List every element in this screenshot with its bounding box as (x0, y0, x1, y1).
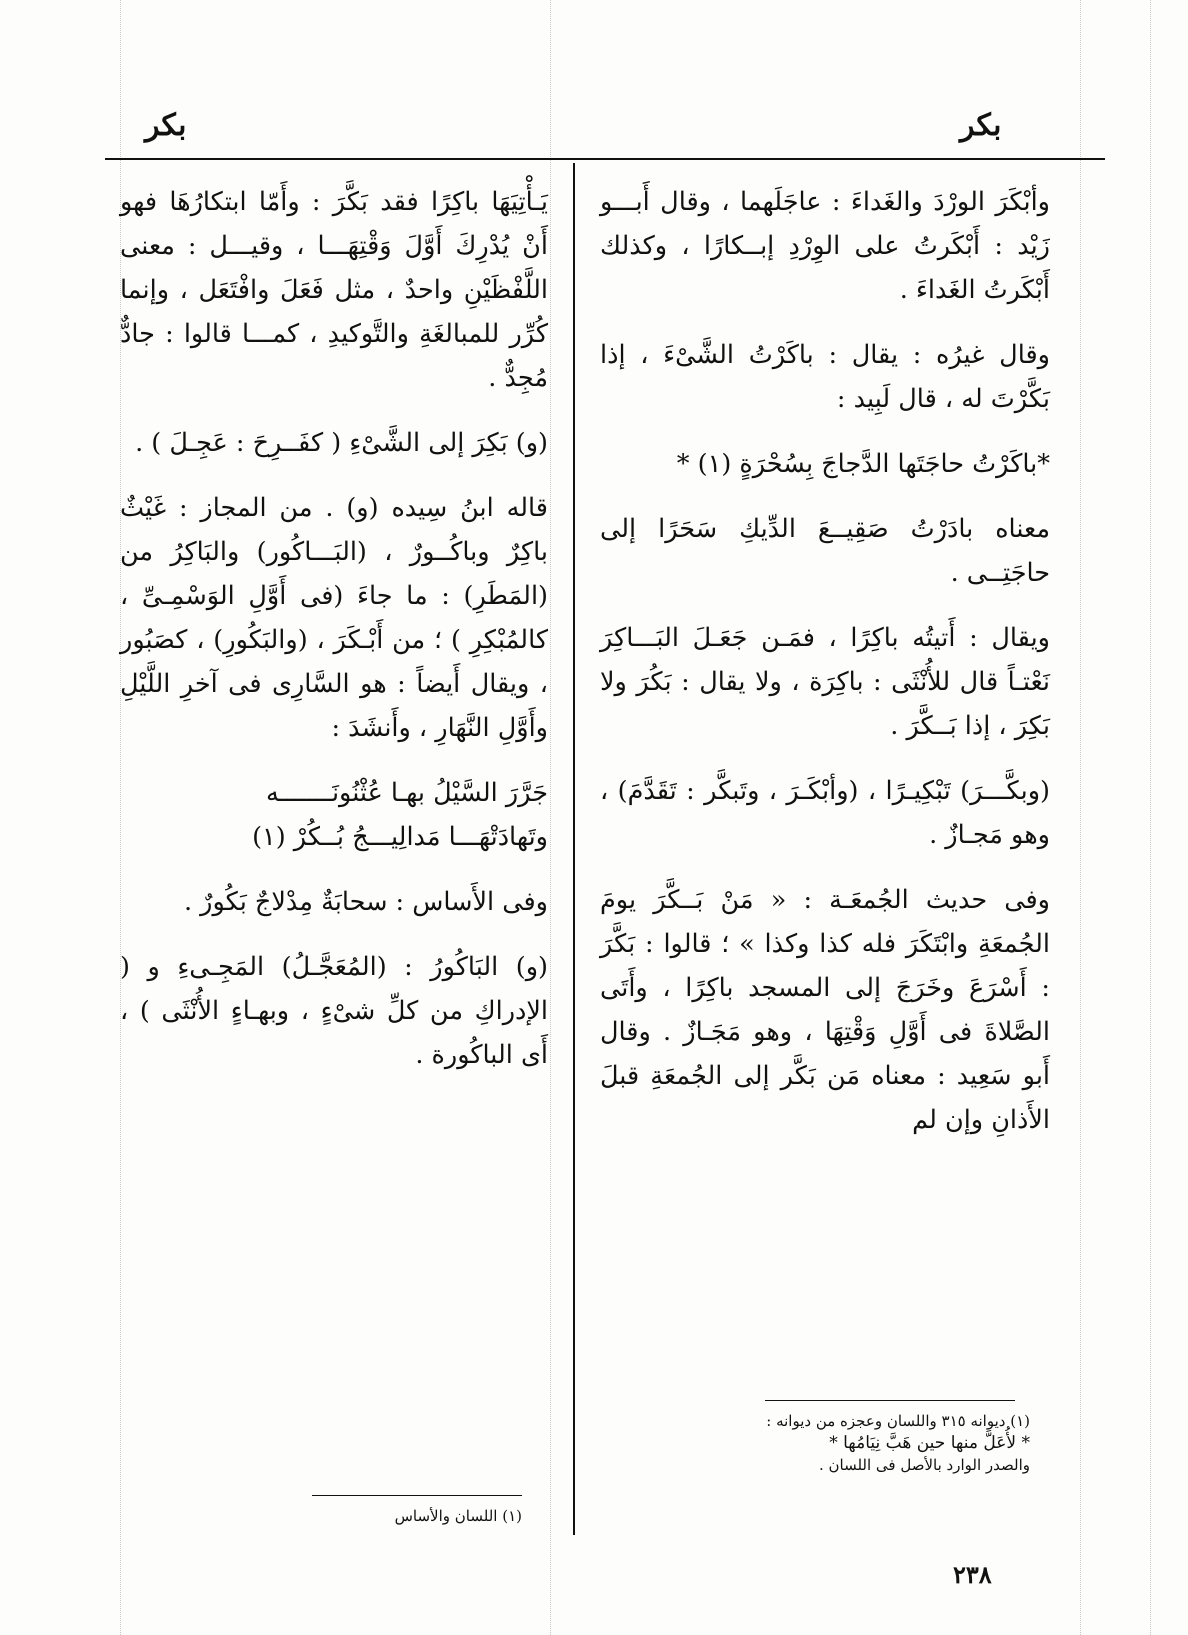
paragraph: (و) بَكِرَ إلى الشَّىْءِ ( كفَــرِحَ : عَجِـلَ ) . (135, 428, 548, 458)
paragraph: (وبكَّـــرَ) تَبْكِيـرًا ، (وأبْكَـرَ ، وتَبكَّر : تَقَدَّمَ) ، وهو مَجـازٌ . (600, 776, 1050, 850)
footnote-rule (312, 1495, 522, 1496)
footnote-verse: * لأُعَلَّ منها حين هَبَّ نِيَامُها * (829, 1433, 1030, 1453)
running-head-right: بكر (960, 108, 1002, 143)
verse-line: وتَهادَتْهَـــا مَدالِيـــجُ بُــكُرْ (١) (252, 822, 548, 852)
scan-guide-line (1080, 0, 1081, 1635)
column-divider (573, 163, 575, 1535)
paragraph: وأبْكَرَ الورْدَ والغَداءَ : عاجَلَهما ، وقال أَبـــو زَيْد : أَبْكَرتُ على الوِرْدِ إبــكارًا ، وكذلك أَبْكَرتُ الغَداءَ . (600, 187, 1050, 305)
scan-guide-line (550, 0, 551, 1635)
verse-quote: *باكَرْتُ حاجَتَها الدَّجاجَ بِسُحْرَةٍ (١) * (676, 449, 1050, 479)
header-rule (105, 158, 1105, 160)
paragraph: يَـأْتِيَهَا باكِرًا فقد بَكَّرَ : وأَمّا ابتكارُهَا فهو أَنْ يُدْرِكَ أَوَّلَ وَقْتِهَـــا ، وقيـــل : معنى اللَّفْظَيْنِ واحدٌ ، مثل فَعَلَ وافْتَعَل ، وإنما كُرِّر للمبالغَةِ والتَّوكيدِ ، كمـــا قالوا : جادٌّ مُجِدٌّ . (120, 187, 548, 393)
paragraph: وفى الأَساس : سحابَةٌ مِدْلاجٌ بَكُورٌ . (183, 887, 548, 917)
paragraph: (و) البَاكُورُ : (المُعَجَّـلُ) المَجِـىءِ و ( الإدراكِ من كلِّ شىْءٍ ، وبهـاءٍ الأُنْثَى ) ، أَى الباكُورة . (120, 952, 548, 1070)
verse-line: جَرَّرَ السَّيْلُ بهـا عُثْنُونَـــــــه (265, 778, 548, 808)
paragraph: ويقال : أَتيتُه باكِرًا ، فمَـن جَعَـلَ البَـــاكِرَ نَعْتـاً قال للأُنْثَى : باكِرَة ، ولا يقال : بَكُرَ ولا بَكِرَ ، إذا بَــكَّرَ . (600, 623, 1050, 741)
paragraph: وقال غيرُه : يقال : باكَرْتُ الشَّىْءَ ، إذا بَكَّرْتَ له ، قال لَبِيد : (600, 340, 1050, 414)
page-number: ٢٣٨ (953, 1560, 992, 1589)
right-column (600, 180, 1050, 1163)
footnote-right (700, 1410, 1030, 1476)
footnote-text: (١) اللسان والأساس (394, 1507, 522, 1525)
footnote-text: (١) ديوانه ٣١٥ واللسان وعجزه من ديوانه : (766, 1412, 1030, 1430)
footnote-rule (765, 1400, 1015, 1401)
scan-guide-line (1150, 0, 1151, 1635)
footnote-left (312, 1505, 522, 1527)
paragraph: معناه بادَرْتُ صَقِيــعَ الدِّيكِ سَحَرًا إلى حاجَتِــى . (600, 514, 1050, 588)
footnote-text: والصدر الوارد بالأصل فى اللسان . (818, 1456, 1030, 1474)
left-column (120, 180, 548, 1098)
running-head-left: بكر (145, 108, 187, 143)
paragraph: وفى حديث الجُمعَـة : « مَنْ بَــكَّرَ يومَ الجُمعَةِ وابْتَكَرَ فله كذا وكذا » ؛ قالوا : بَكَّرَ : أَسْرَعَ وخَرَجَ إلى المسجد باكِرًا ، وأَتَى الصَّلاةَ فى أَوَّلِ وَقْتِهَا ، وهو مَجَـازٌ . وقال أَبو سَعِيد : معناه مَن بَكَّر إلى الجُمعَةِ قبلَ الأَذانِ وإن لم (600, 885, 1050, 1135)
paragraph: قاله ابنُ سِيده (و) . من المجاز : غَيْثٌ باكِرٌ وباكُــورٌ ، (البَـــاكُور) والبَاكِرُ من (المَطَرِ) : ما جاءَ (فى أَوَّلِ الوَسْمِـىِّ ، كالمُبْكِرِ ) ؛ من أَبْـكَرَ ، (والبَكُورِ) ، كصَبُور ، ويقال أَيضاً : هو السَّارِى فى آخرِ اللَّيْلِ وأَوَّلِ النَّهَارِ ، وأَنشَدَ : (120, 493, 548, 743)
